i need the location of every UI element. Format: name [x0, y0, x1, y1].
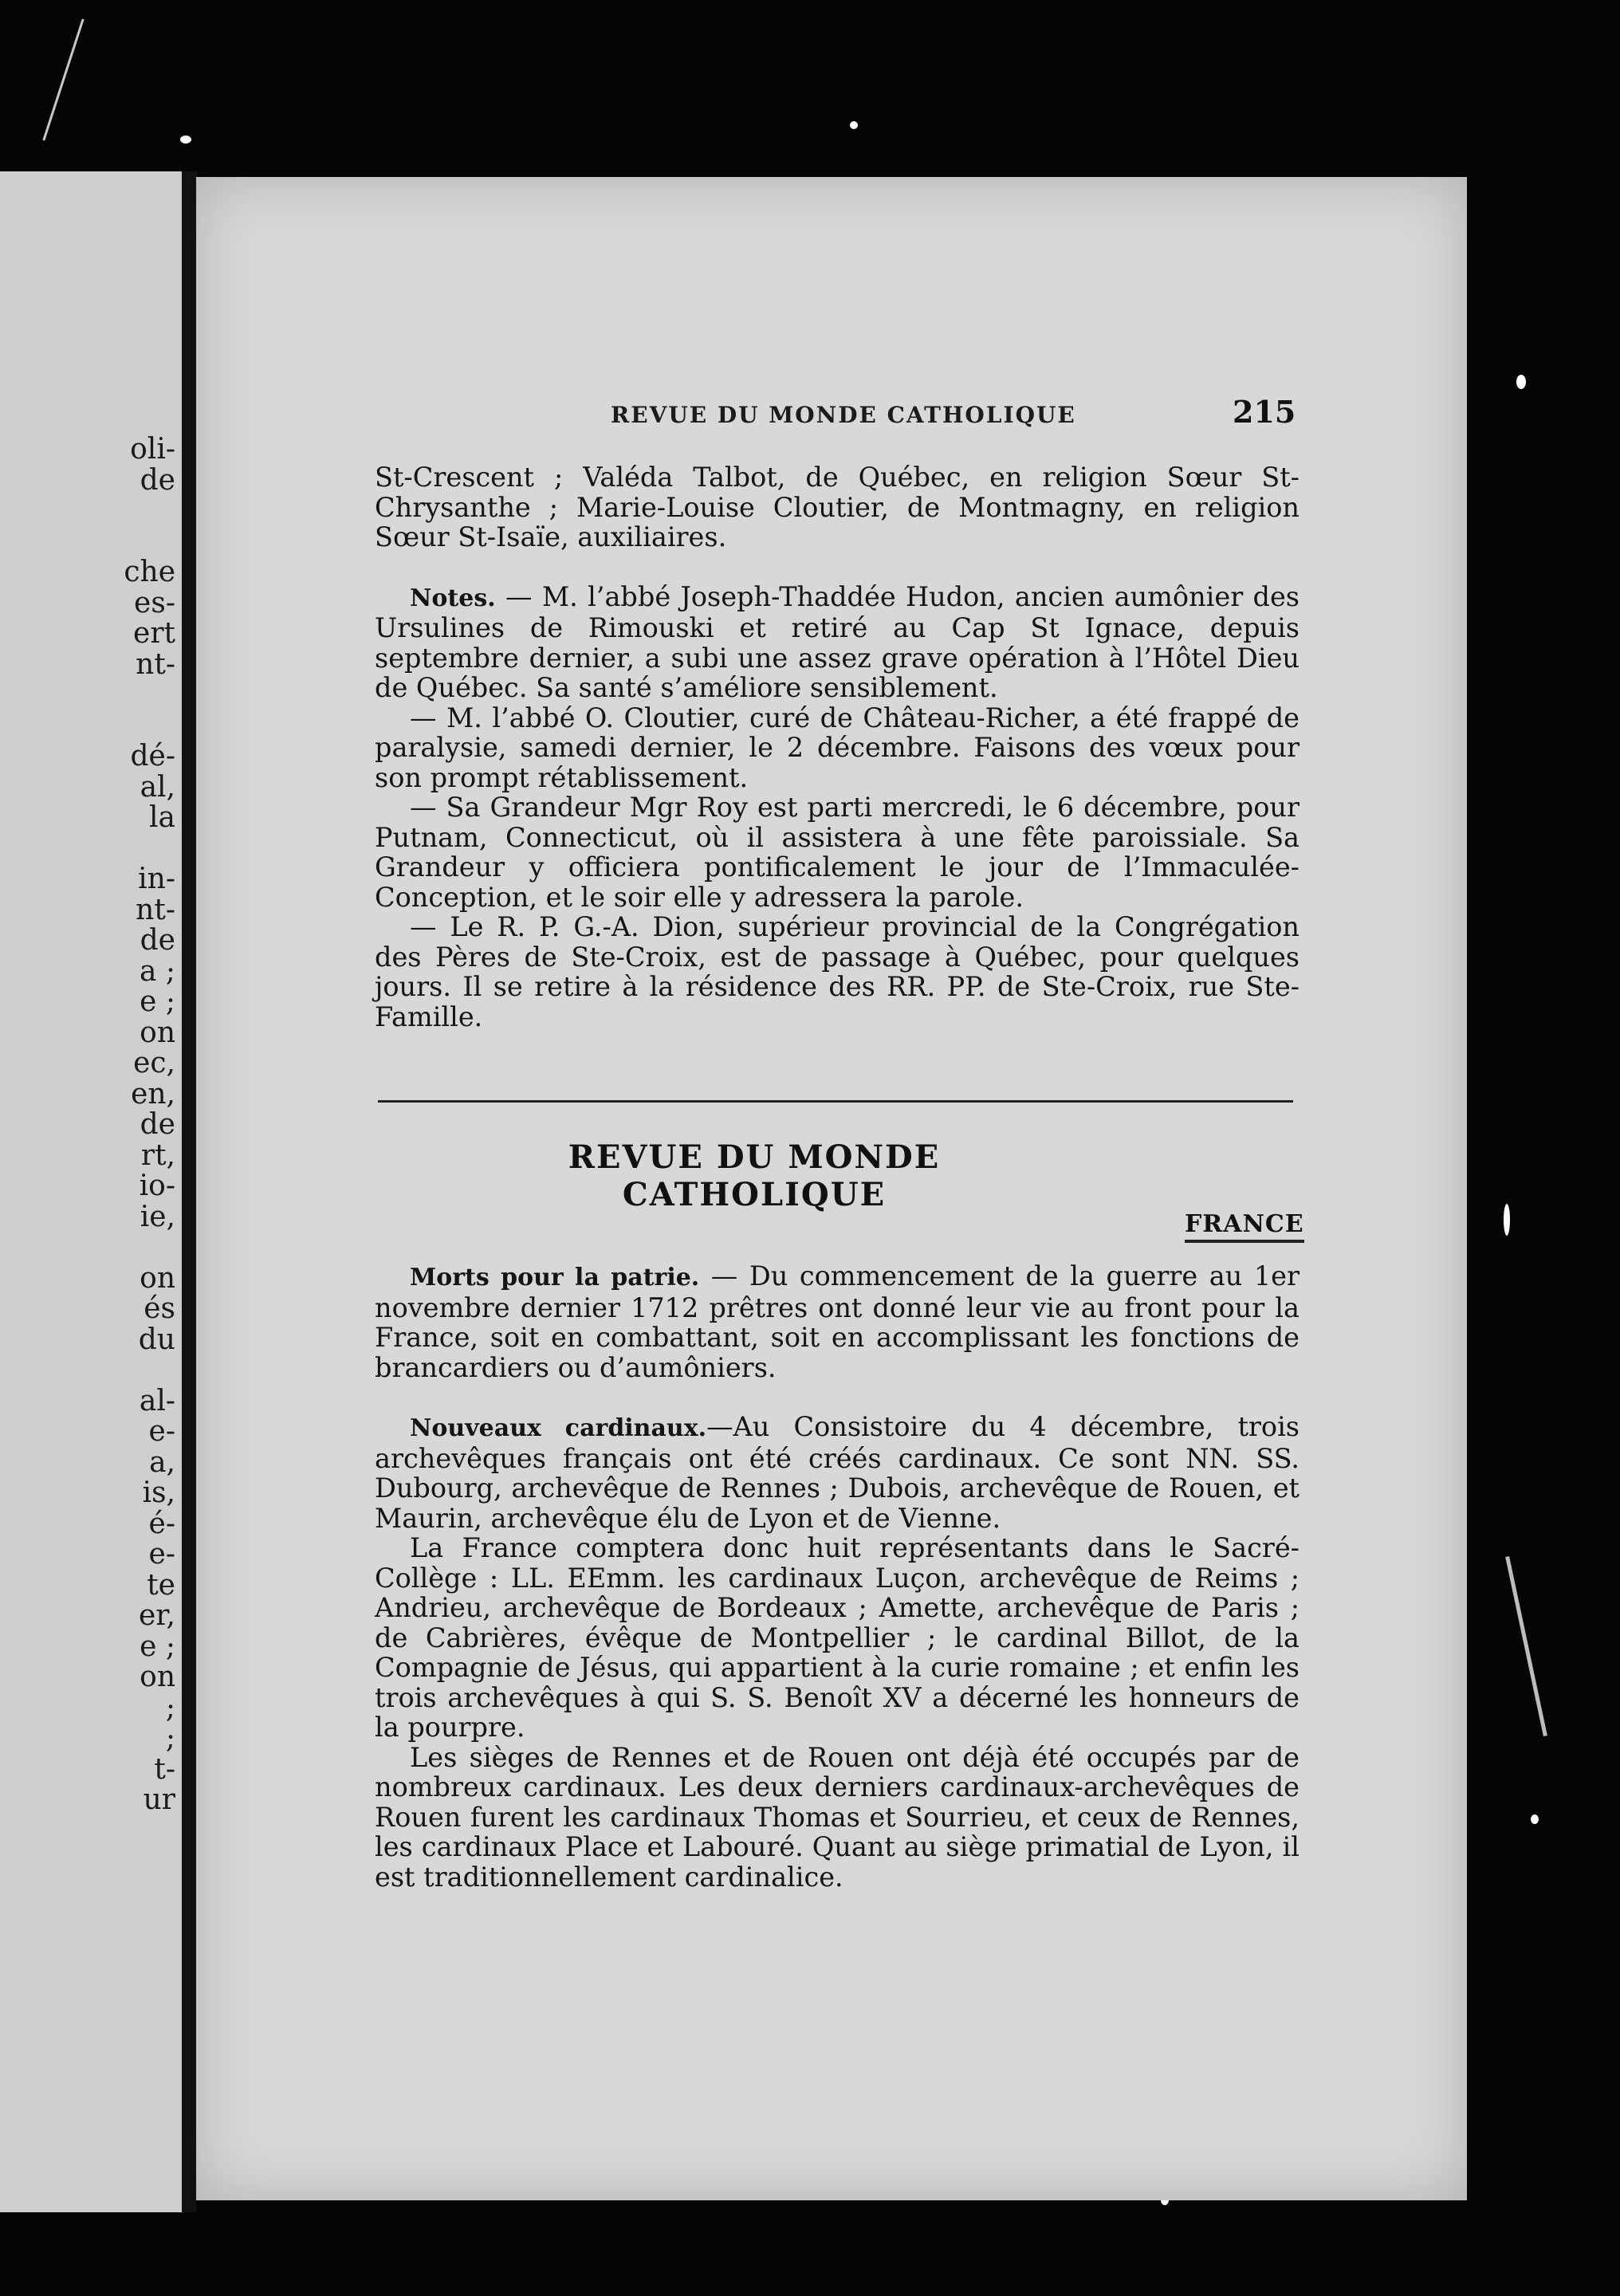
article-cardinaux-text: —Au Consistoire du 4 décembre, trois archevêques français ont été créés cardinaux. Ce sont NN. SS. Dubourg, archevêque de Rennes ; Dubois, archevêque de Rouen, et Maurin, archevêque élu de Lyon et de Vienne. [375, 1411, 1300, 1534]
facing-page-fragment: ur [143, 1785, 175, 1816]
notes-paragraph [375, 582, 1300, 703]
facing-page [0, 171, 182, 2212]
facing-page-fragment: ; [165, 1693, 175, 1724]
facing-page-fragment: a, [149, 1447, 175, 1478]
facing-page-fragment: ie, [140, 1201, 175, 1233]
facing-page-fragment: rt, [140, 1140, 175, 1171]
facing-page-fragment: e ; [140, 1631, 175, 1662]
film-scratch-right [1505, 1556, 1547, 1736]
article-sieges: Les sièges de Rennes et de Rouen ont déjà été occupés par de nombreux cardinaux. Les deux derniers cardinaux-archevêques de Rouen furent les cardinaux Thomas et Sourrieu, et ceux de Rennes, les cardinaux Place et Labouré. Quant au siège primatial de Lyon, il est traditionnellement cardinalice. [375, 1741, 1300, 1893]
facing-page-fragment: al- [139, 1386, 175, 1417]
facing-page-fragment: de [140, 926, 175, 957]
facing-page-fragment [0, 834, 182, 865]
facing-page-fragment: é- [148, 1508, 175, 1539]
facing-page-fragment: io- [139, 1171, 175, 1202]
facing-page-fragment: dé- [130, 741, 175, 773]
facing-page-fragment: e- [148, 1417, 175, 1448]
facing-page-fragment: in- [138, 864, 175, 895]
facing-page-fragment: e ; [140, 987, 175, 1018]
page [196, 177, 1467, 2200]
notes-lead: Notes. [410, 584, 496, 612]
article-sacre-college: La France comptera donc huit représentants dans le Sacré-Collège : LL. EEmm. les cardinaux Luçon, archevêque de Reims ; Andrieu, archevêque de Bordeaux ; Amette, archevêque de Paris ; de Cabrières, évêque de Montpellier ; le cardinal Billot, de la Compagnie de Jésus, qui appartient à la curie romaine ; et enfin les trois archevêques à qui S. S. Benoît XV a décerné les honneurs de la pourpre. [375, 1532, 1300, 1743]
facing-page-fragment: de [140, 465, 175, 496]
facing-page-fragment: nt- [136, 649, 175, 680]
facing-page-fragment [0, 527, 182, 558]
continued-paragraph: St-Crescent ; Valéda Talbot, de Québec, en religion Sœur St-Chrysanthe ; Marie-Louise Cloutier, de Montmagny, en religion Sœur St-Isaïe, auxiliaires. [375, 462, 1300, 552]
country-heading: FRANCE [1185, 1210, 1304, 1243]
section-title: REVUE DU MONDE CATHOLIQUE [568, 1138, 941, 1213]
notes-section [375, 462, 1300, 1032]
facing-page-fragment: on [140, 1017, 175, 1048]
page-number: 215 [1233, 394, 1296, 430]
section-divider [378, 1100, 1293, 1103]
running-head [196, 394, 1467, 450]
facing-page-fragment: a ; [139, 956, 175, 987]
facing-page-fragment: te [147, 1570, 175, 1601]
facing-page-fragment: ert [133, 619, 175, 650]
facing-page-fragment: de [140, 1110, 175, 1141]
facing-page-text-fragments [0, 434, 182, 1816]
facing-page-fragment [0, 1233, 182, 1264]
facing-page-fragment: er, [138, 1601, 175, 1632]
article-cardinaux-lead: Nouveaux cardinaux. [410, 1414, 707, 1442]
article-morts-lead: Morts pour la patrie. [410, 1264, 700, 1292]
facing-page-fragment: nt- [136, 894, 175, 926]
facing-page-fragment [0, 1355, 182, 1386]
facing-page-fragment: on [140, 1662, 175, 1693]
facing-page-fragment: is, [142, 1478, 175, 1509]
note-dion: — Le R. P. G.-A. Dion, supérieur provincial de la Congrégation des Pères de Ste-Croix, est de passage à Québec, pour quelques jours. Il se retire à la résidence des RR. PP. de Ste-Croix, rue Ste-Famille. [375, 911, 1300, 1032]
facing-page-fragment: t- [154, 1754, 175, 1785]
facing-page-fragment: che [124, 557, 175, 588]
note-roy: — Sa Grandeur Mgr Roy est parti mercredi, le 6 décembre, pour Putnam, Connecticut, où il assistera à une fête paroissiale. Sa Grandeur y officiera pontificalement le jour de l’Immaculée-Conception, et le soir elle y adressera la parole. [375, 792, 1300, 913]
article-morts-text: — Du commencement de la guerre au 1er novembre dernier 1712 prêtres ont donné leur vie au front pour la France, soit en combattant, soit en accomplissant les fonctions de brancardiers ou d’aumôniers. [375, 1260, 1300, 1383]
running-title: REVUE DU MONDE CATHOLIQUE [611, 402, 1076, 428]
book-gutter [182, 171, 196, 2212]
note-cloutier: — M. l’abbé O. Cloutier, curé de Château-Richer, a été frappé de paralysie, samedi dernier, le 2 décembre. Faisons des vœux pour son prompt rétablissement. [375, 702, 1300, 793]
facing-page-fragment: la [149, 803, 175, 834]
article-cardinaux [375, 1412, 1300, 1533]
facing-page-fragment: ec, [133, 1048, 175, 1079]
facing-page-fragment [0, 680, 182, 711]
facing-page-fragment: e- [148, 1539, 175, 1571]
facing-page-fragment [0, 711, 182, 742]
facing-page-fragment: oli- [130, 434, 175, 466]
notes-text: — M. l’abbé Joseph-Thaddée Hudon, ancien aumônier des Ursulines de Rimouski et retiré au Cap St Ignace, depuis septembre dernier, a subi une assez grave opération à l’Hôtel Dieu de Québec. Sa santé s’améliore sensiblement. [375, 580, 1300, 703]
facing-page-fragment: en, [131, 1079, 175, 1110]
facing-page-fragment: du [138, 1324, 175, 1355]
facing-page-fragment: al, [140, 772, 175, 803]
facing-page-fragment [0, 496, 182, 527]
facing-page-fragment: on [140, 1263, 175, 1294]
facing-page-fragment: es- [134, 588, 175, 619]
film-scratch [42, 18, 84, 140]
facing-page-fragment: és [144, 1294, 175, 1325]
article-morts [375, 1261, 1300, 1382]
facing-page-fragment: ; [165, 1724, 175, 1755]
articles-section [375, 1261, 1300, 1892]
